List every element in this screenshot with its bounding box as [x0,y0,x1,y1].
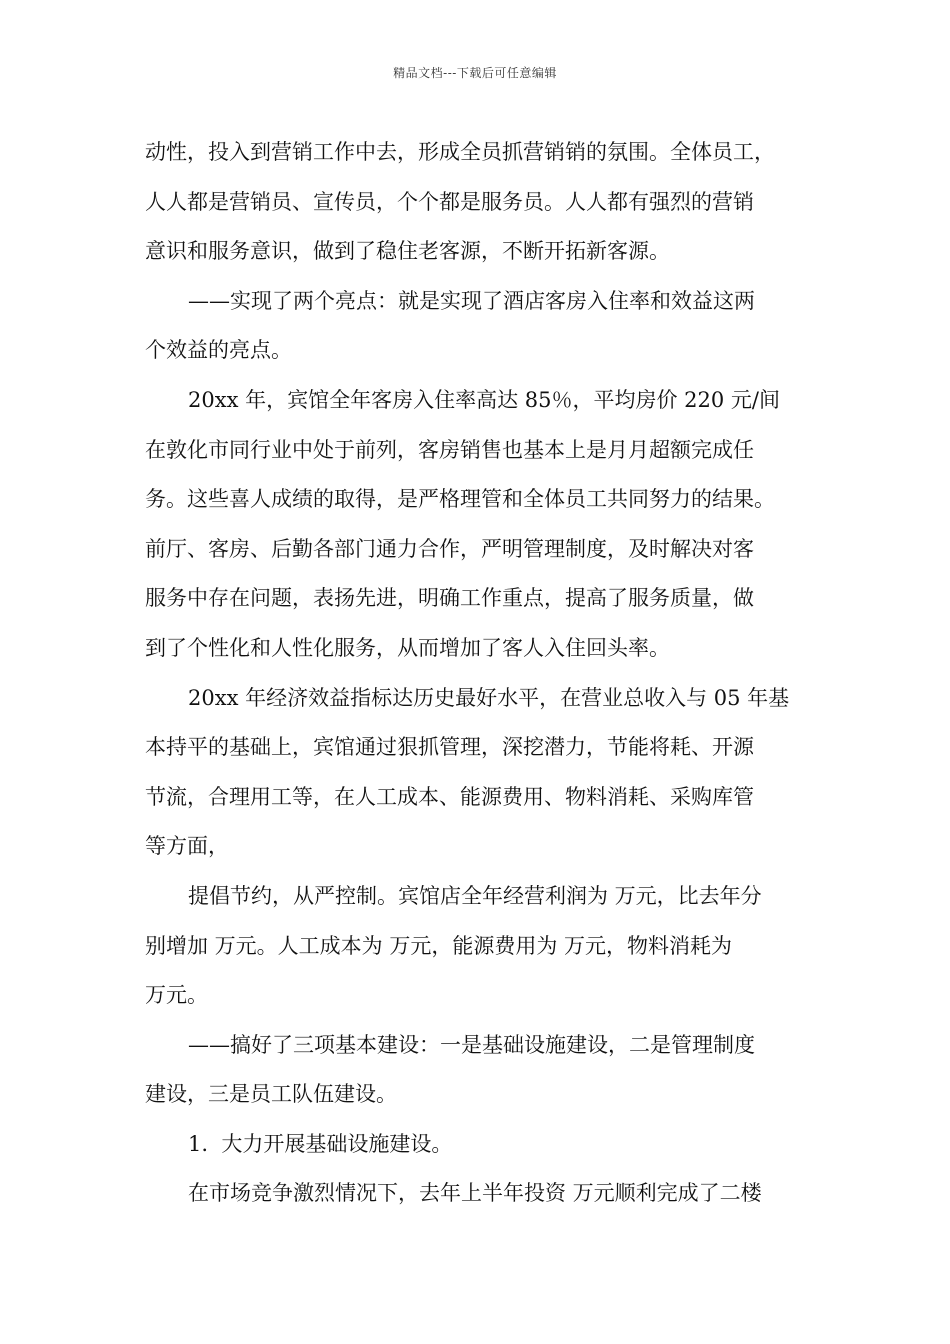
text-line: 本持平的基础上，宾馆通过狠抓管理，深挖潜力，节能将耗、开源 [145,735,754,760]
text-line: 节流，合理用工等，在人工成本、能源费用、物料消耗、采购库管 [145,784,754,809]
text-line: 20xx 年，宾馆全年客房入住率高达 85％，平均房价 220 元/间 [188,387,780,412]
text-line: ——实现了两个亮点：就是实现了酒店客房入住率和效益这两 [188,288,755,313]
text-line: ——搞好了三项基本建设：一是基础设施建设，二是管理制度 [188,1032,755,1057]
text-line: 20xx 年经济效益指标达历史最好水平，在营业总收入与 05 年基 [188,685,790,710]
text-line: 务。这些喜人成绩的取得，是严格理管和全体员工共同努力的结果。 [145,487,775,512]
text-line: 到了个性化和人性化服务，从而增加了客人入住回头率。 [145,635,670,660]
text-line: 建设，三是员工队伍建设。 [145,1082,397,1107]
text-line: 人人都是营销员、宣传员，个个都是服务员。人人都有强烈的营销 [145,189,754,214]
text-line: 服务中存在问题，表扬先进，明确工作重点，提高了服务质量，做 [145,586,754,611]
text-line: 在市场竞争激烈情况下，去年上半年投资 万元顺利完成了二楼 [188,1181,762,1206]
text-line: 等方面， [145,834,229,859]
text-line: 别增加 万元。人工成本为 万元，能源费用为 万元，物料消耗为 [145,933,733,958]
text-line: 提倡节约，从严控制。宾馆店全年经营利润为 万元，比去年分 [188,883,762,908]
page-header: 精品文档---下载后可任意编辑 [393,66,557,80]
text-line: 万元。 [145,983,208,1008]
text-line: 1. 大力开展基础设施建设。 [188,1131,453,1156]
text-line: 意识和服务意识，做到了稳住老客源，不断开拓新客源。 [145,239,670,264]
text-line: 个效益的亮点。 [145,338,292,363]
document-body [145,128,810,1219]
text-line: 动性，投入到营销工作中去，形成全员抓营销销的氛围。全体员工， [145,140,775,164]
text-line: 在敦化市同行业中处于前列，客房销售也基本上是月月超额完成任 [145,437,754,462]
text-line: 前厅、客房、后勤各部门通力合作，严明管理制度，及时解决对客 [145,536,754,561]
